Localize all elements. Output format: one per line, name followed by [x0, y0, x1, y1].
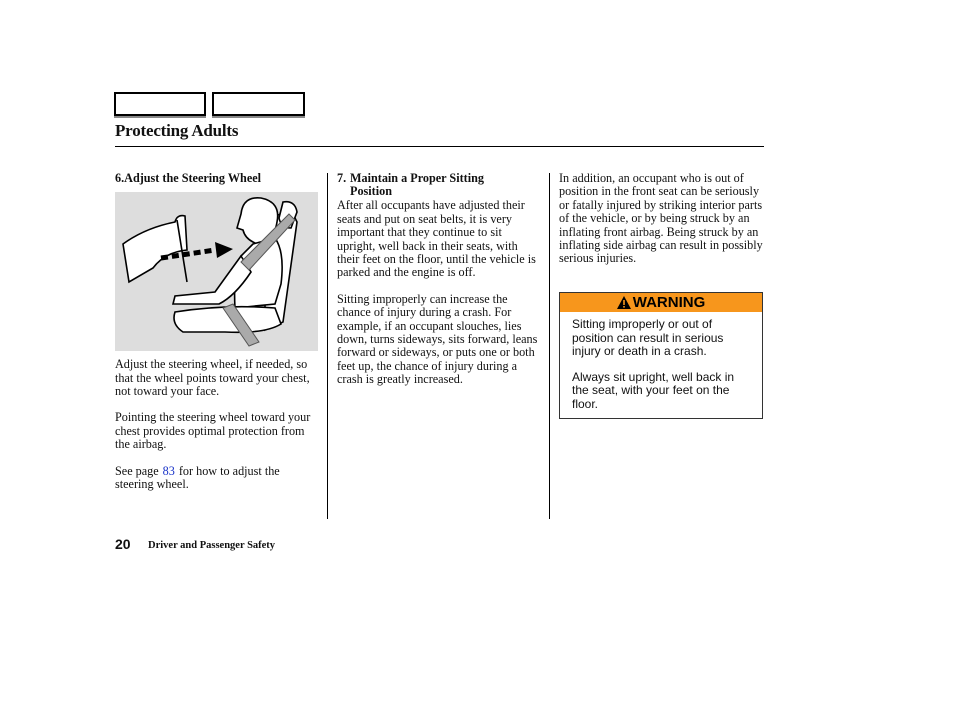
see-page-text-after: for how to adjust the steering wheel. — [115, 463, 280, 492]
column-2 — [337, 172, 539, 400]
section-heading-sitting — [337, 172, 539, 198]
warning-header — [560, 293, 762, 312]
page-title: Protecting Adults — [115, 121, 239, 140]
see-page-text: See page — [115, 463, 159, 478]
page-reference-link[interactable]: 83 — [162, 463, 175, 478]
page-number: 20 — [115, 536, 131, 552]
warning-body — [560, 312, 762, 412]
steering-paragraph-1: Adjust the steering wheel, if needed, so that the wheel points toward your chest, not toward your face. — [115, 357, 310, 399]
warning-label: WARNING — [632, 294, 706, 311]
column-3 — [559, 172, 765, 279]
warning-paragraph-1: Sitting improperly or out of position can result in serious injury or death in a crash. — [572, 317, 724, 359]
sitting-paragraph-2: Sitting improperly can increase the chance of injury during a crash. For example, if an occupant slouches, lies down, turns sideways, sits forward, leans forward or sideways, or puts one or both feet up, the chance of injury during a crash is greatly increased. — [337, 291, 538, 387]
warning-triangle-icon — [617, 296, 631, 309]
warning-box — [559, 292, 763, 419]
column-1 — [115, 172, 320, 504]
column-divider-1 — [327, 173, 328, 519]
title-rule — [115, 146, 764, 147]
section-heading-text: Maintain a Proper Sitting Position — [350, 171, 484, 199]
steering-paragraph-2: Pointing the steering wheel toward your chest provides optimal protection from the airbag. — [115, 410, 311, 452]
section-heading-number: 7. — [337, 171, 347, 185]
warning-paragraph-2: Always sit upright, well back in the seat, with your feet on the floor. — [572, 369, 735, 411]
header-tab-box-2 — [212, 92, 305, 116]
injury-paragraph: In addition, an occupant who is out of position in the front seat can be seriously or fatally injured by striking interior parts of the vehicle, or by being struck by an inflating front airbag. Being struck by an inflating side airbag can result in possibly serious injuries. — [559, 171, 763, 266]
column-divider-2 — [549, 173, 550, 519]
footer-section-title: Driver and Passenger Safety — [148, 540, 276, 551]
section-heading-steering: 6.Adjust the Steering Wheel — [115, 171, 262, 185]
header-tab-box-1 — [114, 92, 206, 116]
sitting-paragraph-1: After all occupants have adjusted their seats and put on seat belts, it is very important that they continue to sit upright, well back in their seats, with their feet on the floor, until the vehicle is parked and the engine is off. — [337, 198, 536, 280]
steering-wheel-illustration — [115, 192, 318, 351]
steering-paragraph-3 — [115, 465, 320, 492]
